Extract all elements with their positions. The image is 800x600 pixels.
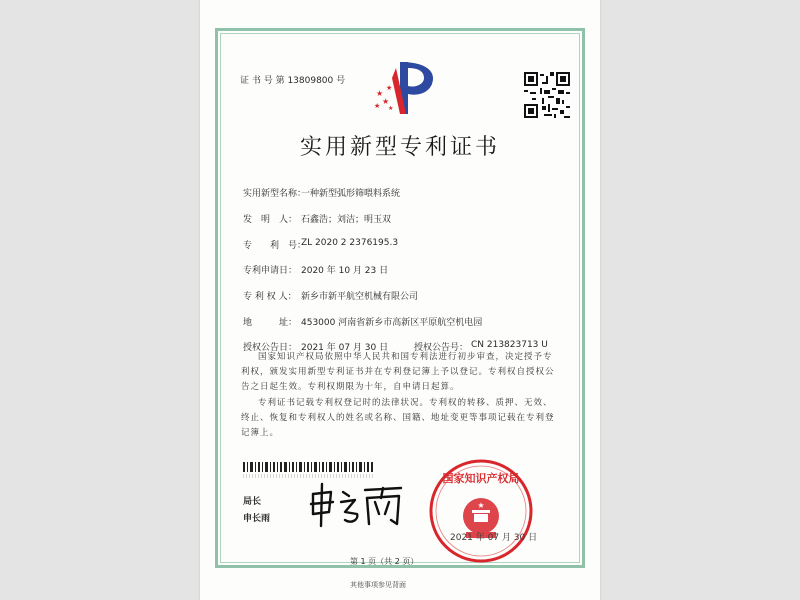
grant-date-value: 2021 年 07 月 30 日	[301, 343, 389, 353]
address-label: 地 址：	[243, 318, 298, 328]
svg-text:★: ★	[376, 89, 384, 98]
legal-status-paragraph: 专利证书记载专利权登记时的法律状况。专利权的转移、质押、无效、终止、恢复和专利权人的姓名或名称、国籍、地址变更等事项记载在专利登记簿上。	[241, 398, 555, 438]
address-value: 453000 河南省新乡市高新区平原航空机电园	[301, 318, 483, 328]
publication-number-value: CN 213823713 U	[471, 340, 548, 350]
official-seal-icon	[428, 458, 534, 564]
inventor-value: 石鑫浩；刘洁；明玉双	[301, 215, 392, 225]
patent-number-label: 专 利 号：	[243, 241, 307, 251]
director-name: 申长雨	[243, 514, 271, 524]
barcode-shadow	[243, 474, 373, 478]
svg-text:★: ★	[388, 105, 394, 112]
qr-code-icon	[524, 72, 570, 118]
director-title: 局长	[243, 497, 262, 507]
certificate-number: 证 书 号 第 13809800 号	[240, 76, 346, 86]
page-indicator: 第 1 页（共 2 页）	[350, 557, 419, 566]
patentee-label: 专 利 权 人：	[243, 292, 297, 302]
svg-text:★: ★	[386, 84, 393, 92]
patentee-value: 新乡市新平航空机械有限公司	[301, 292, 419, 302]
grant-date-label: 授权公告日：	[243, 343, 298, 353]
publication-number-label: 授权公告号：	[414, 343, 469, 353]
seal-date: 2021 年 07 月 30 日	[450, 533, 538, 543]
patent-office-logo-icon	[370, 58, 440, 118]
footer-note: 其他事项参见背面	[350, 581, 406, 589]
patent-number-value: ZL 2020 2 2376195.3	[301, 238, 399, 248]
utility-model-name-label: 实用新型名称：	[243, 189, 307, 199]
certificate-title: 实用新型专利证书	[299, 135, 500, 160]
utility-model-name-value: 一种新型弧形筛喂料系统	[301, 189, 401, 199]
svg-text:★: ★	[374, 102, 381, 110]
director-signature-icon	[305, 480, 415, 530]
svg-text:★: ★	[382, 97, 390, 106]
decision-paragraph: 国家知识产权局依照中华人民共和国专利法进行初步审查，决定授予专利权，颁发实用新型专利证书并在专利登记簿上予以登记。专利权自授权公告之日起生效。专利权期限为十年，自申请日起算。	[241, 352, 555, 392]
barcode-icon	[243, 462, 373, 472]
inventor-label: 发 明 人：	[243, 215, 298, 225]
application-date-value: 2020 年 10 月 23 日	[301, 266, 389, 276]
svg-text:国家知识产权局: 国家知识产权局	[442, 472, 520, 485]
application-date-label: 专利申请日：	[243, 266, 298, 276]
svg-text:★: ★	[477, 501, 485, 510]
